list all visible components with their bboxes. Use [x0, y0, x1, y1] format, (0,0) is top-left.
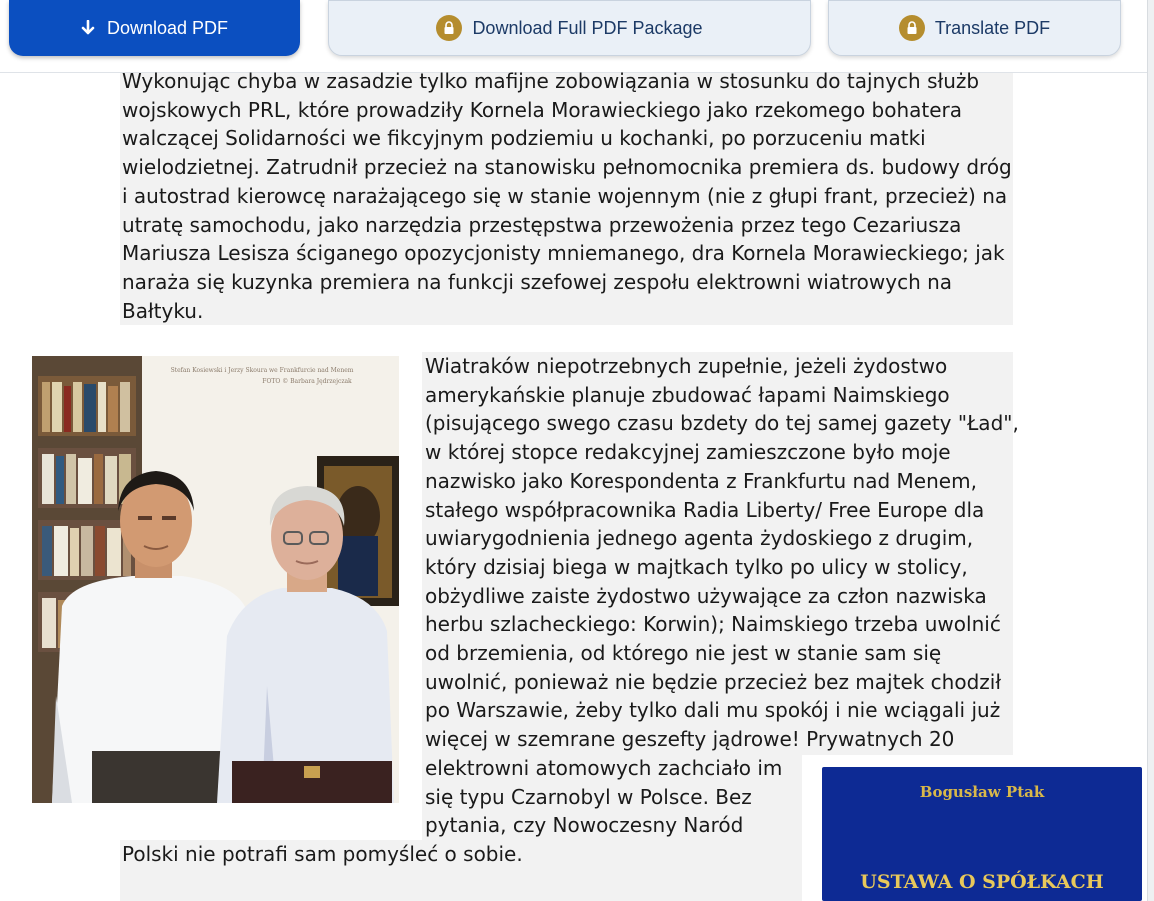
- book-cover-image: [822, 767, 1142, 901]
- text-line: (pisującego swego czasu bzdety do tej samej gazety "Ład",: [425, 411, 1019, 436]
- photo-caption-line1: Stefan Kosiewski i Jerzy Skoura we Frankfurcie nad Menem: [170, 367, 354, 374]
- text-line: Wykonując chyba w zasadzie tylko mafijne zobowiązania w stosunku do tajnych służb: [122, 69, 980, 93]
- text-line: obżydliwe zaiste żydostwo używające za człon nazwiska: [425, 583, 987, 608]
- text-line: się typu Czarnobyl w Polsce. Bez: [425, 784, 752, 809]
- text-line: nazwisko jako Korespondenta z Frankfurtu nad Menem,: [425, 468, 977, 493]
- download-pdf-button[interactable]: [9, 0, 300, 56]
- text-line: uwiarygodnienia jednego agenta żydoskiego z drugim,: [425, 526, 974, 551]
- text-line: po Warszawie, żeby tylko dali mu spokój i nie wciągali już: [425, 698, 1001, 723]
- text-line: stałego współpracownika Radia Liberty/ Free Europe dla: [425, 497, 985, 522]
- text-line: uwolnić, ponieważ nie będzie przecież bez majtek chodził: [425, 669, 1002, 694]
- translate-pdf-label: Translate PDF: [934, 17, 1051, 38]
- download-full-package-button[interactable]: [328, 0, 811, 56]
- text-line: więcej w szemrane geszefty jądrowe! Prywatnych 20: [425, 727, 955, 752]
- text-line: Bałtyku.: [122, 298, 204, 323]
- download-pdf-label: Download PDF: [106, 17, 229, 38]
- paragraph-2-last-line: Polski nie potrafi sam pomyśleć o sobie.: [122, 842, 523, 866]
- text-line: pytania, czy Nowoczesny Naród: [425, 813, 744, 838]
- book-title: USTAWA O SPÓŁKACH: [860, 871, 1104, 893]
- book-author: Bogusław Ptak: [919, 783, 1045, 801]
- text-line: walczącej Solidarności we fikcyjnym podziemiu u kochanki, po porzuceniu matki: [122, 126, 926, 151]
- text-line: od brzemienia, od którego nie jest w stanie sam się: [425, 641, 942, 666]
- download-arrow-icon: [81, 20, 95, 36]
- download-full-package-label: Download Full PDF Package: [472, 17, 703, 38]
- pdf-toolbar: [0, 0, 1147, 73]
- scrollbar-track[interactable]: [1147, 0, 1154, 901]
- lock-icon: [436, 15, 462, 41]
- photo-two-men: [32, 356, 399, 803]
- translate-pdf-button[interactable]: [828, 0, 1121, 56]
- text-line: który dzisiaj biega w majtkach tylko po ulicy w stolicy,: [425, 554, 968, 579]
- paragraph-1: [122, 67, 1012, 325]
- lock-icon: [899, 15, 925, 41]
- text-line: Wiatraków niepotrzebnych zupełnie, jeżeli żydostwo: [425, 354, 948, 378]
- text-line: wielodzietnej. Zatrudnił przecież na stanowisku pełnomocnika premiera ds. budowy dróg: [122, 155, 1012, 180]
- photo-caption-line2: FOTO © Barbara Jędrzejczak: [262, 378, 352, 385]
- text-line: i autostrad kierowcę narażającego się w stanie wojennym (nie z głupi frant, przecież) na: [122, 183, 1008, 208]
- text-line: elektrowni atomowych zachciało im: [425, 755, 783, 780]
- text-line: herbu szlacheckiego: Korwin); Naimskiego trzeba uwolnić: [425, 612, 1001, 637]
- text-line: amerykańskie planuje zbudować łapami Naimskiego: [425, 382, 950, 407]
- text-line: naraża się kuzynka premiera na funkcji szefowej zespołu elektrowni wiatrowych na: [122, 269, 953, 294]
- text-line: Mariusza Lesisza ściganego opozycjonisty mniemanego, dra Kornela Morawieckiego; jak: [122, 241, 1005, 266]
- text-line: w której stopce redakcyjnej zamieszczone było moje: [425, 440, 951, 465]
- text-line: wojskowych PRL, które prowadziły Kornela Morawieckiego jako rzekomego bohatera: [122, 97, 963, 122]
- text-line: utratę samochodu, jako narzędzia przestępstwa przewożenia przez tego Cezariusza: [122, 212, 962, 237]
